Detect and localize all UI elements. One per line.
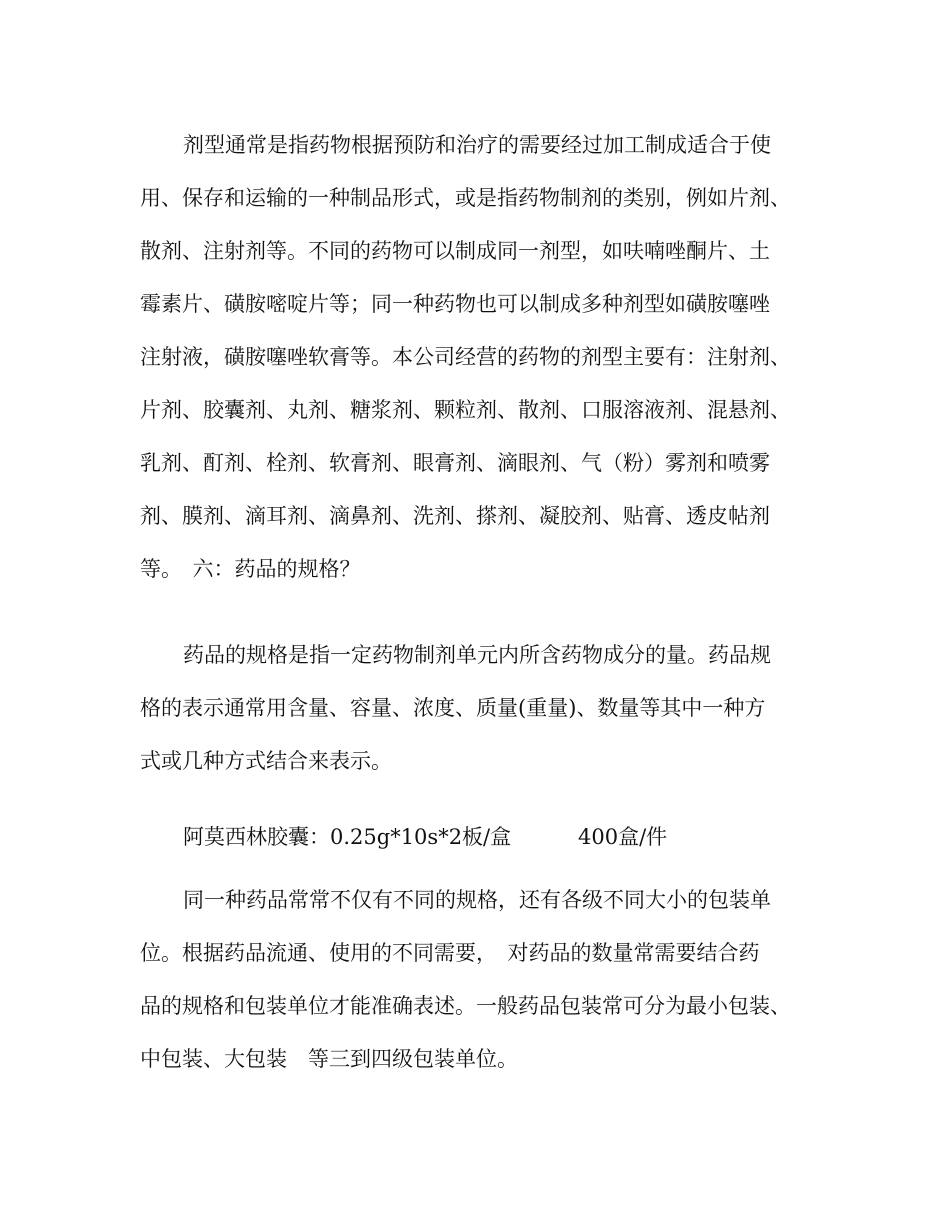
text-line: 品的规格和包装单位才能准确表述。一般药品包装常可分为最小包装、 (140, 994, 791, 1018)
text-line: 注射液，磺胺噻唑软膏等。本公司经营的药物的剂型主要有：注射剂、 (140, 345, 791, 369)
text-line: 剂型通常是指药物根据预防和治疗的需要经过加工制成适合于使 (183, 133, 771, 157)
text-line: 位。根据药品流通、使用的不同需要， 对药品的数量常需要结合药 (140, 941, 760, 965)
text-line: 中包装、大包装 等三到四级包装单位。 (140, 1047, 518, 1071)
text-line: 药品的规格是指一定药物制剂单元内所含药物成分的量。药品规 (183, 643, 771, 667)
text-line: 式或几种方式结合来表示。 (140, 749, 392, 773)
text-line: 乳剂、酊剂、栓剂、软膏剂、眼膏剂、滴眼剂、气（粉）雾剂和喷雾 (140, 451, 770, 475)
text-line: 片剂、胶囊剂、丸剂、糖浆剂、颗粒剂、散剂、口服溶液剂、混悬剂、 (140, 398, 791, 422)
text-line: 等。 六：药品的规格？ (140, 557, 361, 581)
text-line: 霉素片、磺胺嘧啶片等；同一种药物也可以制成多种剂型如磺胺噻唑 (140, 292, 770, 316)
text-line: 格的表示通常用含量、容量、浓度、质量(重量)、数量等其中一种方 (140, 696, 766, 720)
text-line: 剂、膜剂、滴耳剂、滴鼻剂、洗剂、搽剂、凝胶剂、贴膏、透皮帖剂 (140, 504, 770, 528)
text-line: 同一种药品常常不仅有不同的规格，还有各级不同大小的包装单 (183, 888, 771, 912)
example-package-count: 400盒/件 (578, 825, 668, 849)
text-line: 散剂、注射剂等。不同的药物可以制成同一剂型，如呋喃唑酮片、土 (140, 239, 770, 263)
example-product-spec: 阿莫西林胶囊：0.25g*10s*2板/盒 (183, 825, 512, 849)
text-line: 用、保存和运输的一种制品形式，或是指药物制剂的类别，例如片剂、 (140, 186, 791, 210)
